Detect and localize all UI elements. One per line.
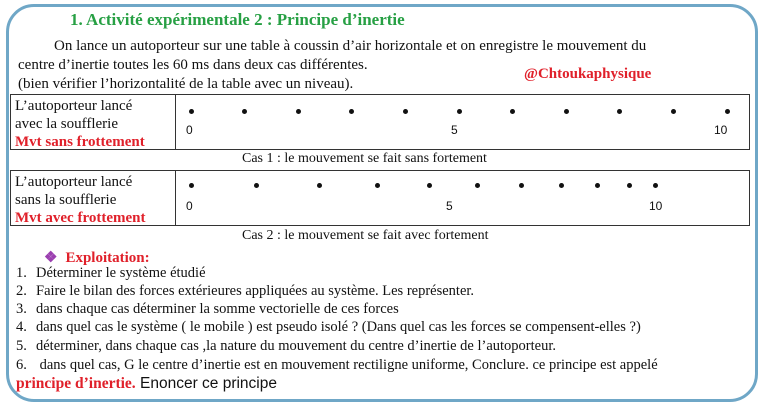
case1-dot [457, 109, 462, 114]
case2-dot [189, 183, 194, 188]
intro-line-1: On lance un autoporteur sur une table à coussin d’air horizontale et on enregistre le mouvement du [54, 38, 647, 54]
case2-label [15, 173, 171, 227]
case1-divider [175, 95, 176, 149]
case1-dot [671, 109, 676, 114]
question-5: 5. déterminer, dans chaque cas ,la nature du mouvement du centre d’inertie de l’autoporteur. [16, 338, 557, 354]
case2-tick-label: 5 [446, 199, 453, 213]
case1-label [15, 97, 171, 151]
case2-divider [175, 171, 176, 225]
case1-dot [617, 109, 622, 114]
exploitation-label: Exploitation: [65, 250, 150, 266]
case2-dot [519, 183, 524, 188]
case1-dot [725, 109, 730, 114]
case2-label-line2: sans la soufflerie [15, 192, 117, 208]
case2-dot [653, 183, 658, 188]
case1-dot [189, 109, 194, 114]
case2-dot [317, 183, 322, 188]
case1-label-red: Mvt sans frottement [15, 134, 145, 150]
case2-label-line1: L’autoporteur lancé [15, 174, 133, 190]
case1-dot [349, 109, 354, 114]
question-6-continued: principe d’inertie. Enoncer ce principe [16, 375, 277, 392]
case2-dot [375, 183, 380, 188]
case2-dot [627, 183, 632, 188]
case1-tick-label: 10 [714, 123, 728, 137]
question-1: 1. Déterminer le système étudié [16, 265, 206, 281]
case1-dot [564, 109, 569, 114]
case2-tick-label: 0 [186, 199, 193, 213]
question-2: 2. Faire le bilan des forces extérieures appliquées au système. Les représenter. [16, 283, 475, 299]
page-title: 1. Activité expérimentale 2 : Principe d’inertie [70, 10, 405, 29]
case2-tick-label: 10 [649, 199, 663, 213]
case1-row [10, 94, 750, 150]
diamond-bullet-icon: ❖ [44, 250, 58, 266]
case2-dot [427, 183, 432, 188]
case1-label-line1: L’autoporteur lancé [15, 98, 133, 114]
question-6: 6. dans quel cas, G le centre d’inertie est en mouvement rectiligne uniforme, Conclure. ce principe est appelé [16, 357, 658, 373]
brand-tag: @Chtoukaphysique [524, 66, 652, 82]
case1-dot [403, 109, 408, 114]
case1-tick-label: 5 [451, 123, 458, 137]
case1-tick-label: 0 [186, 123, 193, 137]
case1-dot [510, 109, 515, 114]
question-3: 3. dans chaque cas déterminer la somme vectorielle de ces forces [16, 301, 399, 317]
case1-caption: Cas 1 : le mouvement se fait sans fortement [242, 151, 487, 166]
case2-dot [559, 183, 564, 188]
case2-dot [254, 183, 259, 188]
question-4: 4. dans quel cas le système ( le mobile ) est pseudo isolé ? (Dans quel cas les forces se compensent-elles ?) [16, 319, 641, 335]
intro-line-3: (bien vérifier l’horizontalité de la table avec un niveau). [18, 76, 354, 92]
case2-label-red: Mvt avec frottement [15, 210, 146, 226]
case1-dot [296, 109, 301, 114]
case1-label-line2: avec la soufflerie [15, 116, 119, 132]
case2-dot [475, 183, 480, 188]
case1-dot [242, 109, 247, 114]
case2-row [10, 170, 750, 226]
case2-caption: Cas 2 : le mouvement se fait avec fortement [242, 228, 489, 243]
case2-dot [595, 183, 600, 188]
intro-line-2: centre d’inertie toutes les 60 ms dans deux cas différentes. [18, 57, 368, 73]
